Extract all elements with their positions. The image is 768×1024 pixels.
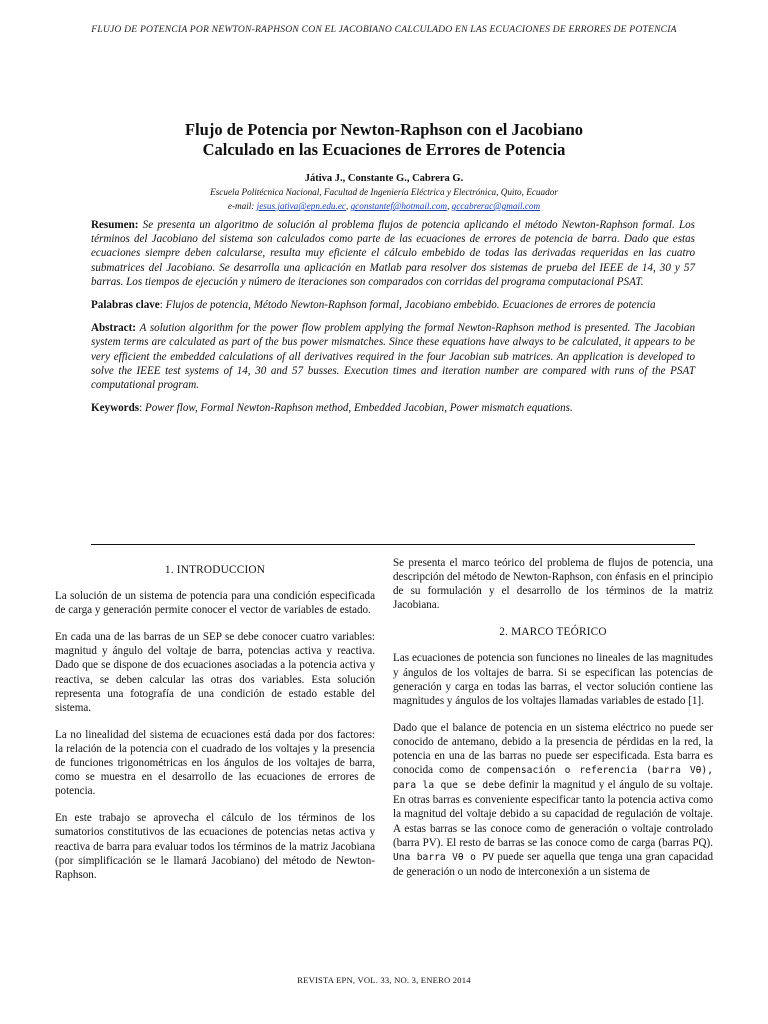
keywords-paragraph: Keywords: Power flow, Formal Newton-Raphson method, Embedded Jacobian, Power mismatch equations. [91,402,573,415]
title-line-2: Calculado en las Ecuaciones de Errores de Potencia [202,140,566,159]
resumen-paragraph [91,218,695,289]
palabras-clave-text: Flujos de potencia, Método Newton-Raphson formal, Jacobiano embebido. Ecuaciones de errores de potencia [165,299,656,312]
abstract-block [91,218,695,424]
email-link-2[interactable]: gconstantef@hotmail.com [350,201,448,211]
abstract-text: A solution algorithm for the power flow problem applying the formal Newton-Raphson method is presented. The Jacobian system terms are calculated as part of the bus power mismatches. Since these equations have always to be calculated, it appears to be very efficient the embedded calculations of all derivatives required in the four Jacobian sub matrices. An application is developed to solve the IEEE test systems of 14, 30 and 57 busses. Execution times and iteration number are compared with runs of the PSAT computational program. [91,322,695,392]
right-column [393,556,713,892]
intro-paragraph-2: En cada una de las barras de un SEP se debe conocer cuatro variables: magnitud y ángulo del voltaje de barra, potencias activa y reactiva. Dado que se dispone de dos ecuaciones asociadas a la potencia activa y reactiva, se deben calcular las otras dos variables. Esta solución representa una fotografía de una condición de estado estable del sistema. [55,631,375,714]
marco-paragraph-2 [393,721,713,879]
section-divider [91,544,695,545]
intro-paragraph-4: En este trabajo se aprovecha el cálculo de los términos de los sumatorios constitutivos de las ecuaciones de potencias netas activa y reactiva de barra para evaluar todos los términos de la matriz Jacobiana (por simplificación se le llamará Jacobiano) del método de Newton-Raphson. [55,812,375,881]
intro-paragraph-1: La solución de un sistema de potencia para una condición especificada de carga y generación permite conocer el vector de variables de estado. [55,590,375,617]
section-1-heading: 1. INTRODUCCION [164,564,266,576]
email-link-1[interactable]: jesus.jativa@epn.edu.ec [256,201,346,211]
palabras-clave-label: Palabras clave [91,299,160,312]
marco-paragraph-2-mono-1: compensación o referencia (barra Vθ), para la que se debe [393,765,713,792]
marco-paragraph-2-part-b: definir la magnitud y el ángulo de su voltaje. En otras barras es conveniente especificar tanto la potencia activa como la magnitud del voltaje debido a su capacidad de regulación de voltaje. A estas barras se las conoce como de generación o voltaje controlado (barra PV). El resto de barras se las conoce como de carga (barras PQ). [393,779,713,849]
right-intro-paragraph: Se presenta el marco teórico del problema de flujos de potencia, una descripción del método de Newton-Raphson, con énfasis en el principio de su formulación y el desarrollo de los términos de la matriz Jacobiana. [393,557,713,612]
marco-paragraph-1: Las ecuaciones de potencia son funciones no lineales de las magnitudes y ángulos de los voltajes de barra. Si se especifican las potencias de generación y carga en todas las barras, el vector solución contiene las magnitudes y ángulos de los voltajes llamadas variables de estado [1]. [393,652,713,707]
marco-paragraph-2-part-a: Dado que el balance de potencia en un sistema eléctrico no puede ser conocido de antemano, debido a la presencia de pérdidas en la red, la potencia en una de las barras no puede ser especificada. Esta barra es conocida como de [393,721,713,777]
affiliation: Escuela Politécnica Nacional, Facultad de Ingeniería Eléctrica y Electrónica, Quito, Ecuador [210,187,558,197]
email-line: e-mail: jesus.jativa@epn.edu.ec, gconstantef@hotmail.com, gccabrerac@gmail.com [227,201,541,211]
resumen-text: Se presenta un algoritmo de solución al problema flujos de potencia aplicando el método Newton-Raphson formal. Los términos del Jacobiano del sistema son calculados como parte de las ecuaciones de errores de potencia de barra. Dado que estas ecuaciones siempre deben calcularse, resulta muy eficiente el cálculo embebido de todas las derivadas requeridas en las cuatro submatrices del Jacobiano. Se desarrolla una aplicación en Matlab para resolver dos sistemas de prueba del IEEE de 14, 30 y 57 barras. Los tiempos de ejecución y número de iteraciones son comparados con corridas del programa computacional PSAT. [91,219,695,288]
page-footer: REVISTA EPN, VOL. 33, NO. 3, ENERO 2014 [297,975,471,985]
email-label: e-mail: [227,201,257,211]
paper-title [0,120,768,160]
keywords-text: Power flow, Formal Newton-Raphson method, Embedded Jacobian, Power mismatch equations. [144,402,573,415]
email-link-3[interactable]: gccabrerac@gmail.com [451,201,541,211]
section-2-heading: 2. MARCO TEÓRICO [499,626,607,639]
title-line-1: Flujo de Potencia por Newton-Raphson con el Jacobiano [185,120,583,139]
palabras-clave-paragraph: Palabras clave: Flujos de potencia, Método Newton-Raphson formal, Jacobiano embebido. Ecuaciones de errores de potencia [91,299,656,312]
marco-paragraph-2-part-c: puede ser aquella que tenga una gran capacidad de generación o un nodo de interconexión a un sistema de [393,850,713,878]
title-block [0,120,768,212]
running-header: FLUJO DE POTENCIA POR NEWTON-RAPHSON CON EL JACOBIANO CALCULADO EN LAS ECUACIONES DE ERRORES DE POTENCIA [91,24,677,35]
abstract-paragraph [91,321,695,392]
marco-paragraph-2-mono-2: Una barra Vθ o PV [393,851,494,863]
authors: Játiva J., Constante G., Cabrera G. [304,173,464,184]
abstract-label: Abstract: [91,322,136,335]
resumen-label: Resumen: [91,219,139,231]
intro-paragraph-3: La no linealidad del sistema de ecuaciones está dada por dos factores: la relación de la potencia con el cuadrado de los voltajes y la presencia de funciones trigonométricas en los ángulos de los voltajes de barra, como se muestra en el desarrollo de las ecuaciones de errores de potencia. [55,728,375,798]
left-column [55,563,375,895]
keywords-label: Keywords [91,402,140,415]
